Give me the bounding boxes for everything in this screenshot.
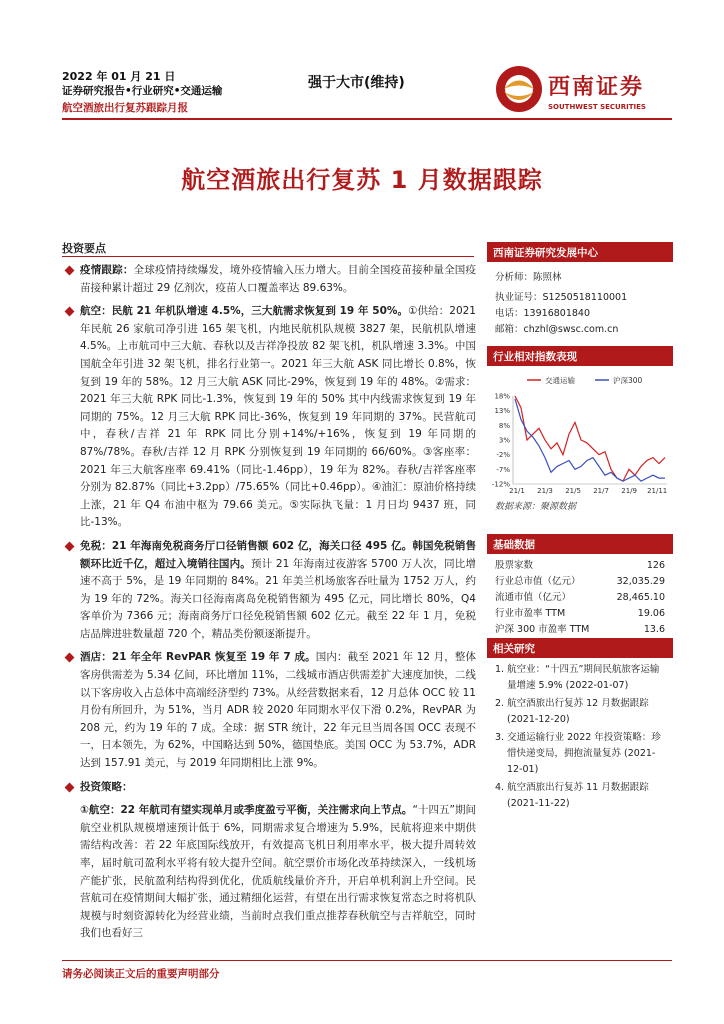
email[interactable]: 邮箱：chzhl@swsc.com.cn [495,324,619,335]
basic-row: 行业总市值（亿元） 32,035.29 [495,576,665,587]
main-content [62,262,476,943]
analyst: 分析师：陈照林 [495,272,562,283]
bullet-epidemic: 疫情跟踪：全球疫情持续爆发，境外疫情输入压力增大。目前全国疫苗接种量全国疫苗接种累计超过 29 亿剂次，疫苗人口覆盖率达 89.63%。 [62,262,476,297]
x-tick-label: 21/11 [647,487,668,495]
y-tick-label: 8% [498,421,510,430]
basic-row: 股票家数 126 [495,560,665,571]
logo-text: 西南证券 [548,75,645,100]
related-item[interactable]: 3. 交通运输行业 2022 年投资策略：珍惜快递变局，拥抱流量复苏 (2021-12-01) [495,732,661,775]
rating: 强于大市(维持) [308,75,405,91]
x-tick-label: 21/7 [593,487,609,495]
chart-title: 行业相对指数表现 [487,346,673,366]
logo-icon [494,64,544,114]
report-category: 证券研究报告•行业研究•交通运输 [62,85,223,97]
related-title: 相关研究 [487,638,673,658]
logo-text-en: SOUTHWEST SECURITIES [548,103,646,111]
sidebar [487,242,673,338]
x-tick-label: 21/1 [509,487,525,495]
bullet-dutyfree: 免税：21 年海南免税商务厅口径销售额 602 亿，海关口径 495 亿。韩国免税销售额环比近千亿，超过入境销往国内。预计 21 年海南过夜游客 5700 万人次，同比增速不高于 5%，是 19 年同期的 84%。21 年美兰机场旅客吞吐量为 1752 万人，约为 19 年的 72%。海关口径海南离岛免税销售额为 495 亿元，同比增长 80%，Q4 客单价为 7366 元；海南商务厅口径免税销售额 602 亿元。截至 22 年 1 月，免税店品牌进驻数量超 720 个，精品类份额逐渐提升。 [62,538,476,644]
basic-row: 流通市值（亿元） 28,465.10 [495,592,665,603]
section-divider [62,256,474,257]
bullet-strategy: 投资策略： [62,779,476,797]
x-tick-label: 21/3 [537,487,553,495]
x-tick-label: 21/5 [565,487,581,495]
bullet-hotel: 酒店：21 年全年 RevPAR 恢复至 19 年 7 成。国内：截至 2021 年 12 月，整体客房供需差为 5.34 亿间，环比增加 11%，二线城市酒店供需差扩大速度加快，二线以下客房收入占总体中高端经济型约 73%。从经营数据来看，12 月总体 OCC 较 11 月份有所回升，为 51%，当月 ADR 较 2020 年同期水平仅下滑 0.2%，RevPAR 为 208 元，约为 19 年的 7 成。全球：据 STR 统计，22 年元旦当周各国 OCC 表现不一，日本领先，为 62%，中国略达到 50%，德国垫底。美国 OCC 为 53.7%，ADR 达到 157.91 美元，与 2019 年同期相比上涨 9%。 [62,649,476,772]
page-title: 航空酒旅出行复苏 1 月数据跟踪 [181,166,543,194]
related-item[interactable]: 1. 航空业：“十四五”期间民航旅客运输量增速 5.9% (2022-01-07) [495,664,660,691]
y-tick-label: 13% [494,407,510,416]
basic-data-panel [487,534,673,638]
cert-number: 执业证号：S1250518110001 [495,292,628,303]
footer-disclaimer: 请务必阅读正文后的重要声明部分 [62,968,220,980]
basic-row: 行业市盈率 TTM 19.06 [495,608,665,619]
header-divider [62,118,672,120]
basic-data-title: 基础数据 [487,534,673,554]
x-tick-label: 21/9 [621,487,637,495]
series-line-沪深300 [515,399,665,481]
related-item[interactable]: 4. 航空酒旅出行复苏 11 月数据跟踪 (2021-11-22) [495,782,649,809]
team-title: 西南证券研究发展中心 [487,242,673,262]
related-item[interactable]: 2. 航空酒旅出行复苏 12 月数据跟踪 (2021-12-20) [495,698,649,725]
strategy-paragraph: ①航空：22 年航司有望实现单月或季度盈亏平衡，关注需求向上节点。“十四五”期间航空业机队规模增速预计低于 6%，同期需求复合增速为 5.9%，民航将迎来中期供需结构改善：若 22 年底国际线放开，有效提高飞机日利用率水平，极大提升周转效率，届时航司盈利水平将有较大提升空间。航空票价市场化改革持续深入，一线机场产能扩张，民航盈利结构得到优化，优质航线量价齐升，开启单机利润上升空间。民营航司在疫情期间大幅扩张，通过精细化运营，有望在出行需求恢复常态之时将机队规模与时刻资源转化为经营业绩，当前时点我们重点推荐春秋航空与吉祥航空，同时我们也看好三 [80,804,477,940]
bullet-aviation: 航空：民航 21 年机队增速 4.5%，三大航需求恢复到 19 年 50%。①供给：2021 年民航 26 家航司净引进 165 架飞机，内地民航机队规模 3827 架，民航机队增速 4.5%。上市航司中三大航、春秋以及吉祥净投放 82 架飞机，机队增速 3.3%。中国国航全年引进 32 架飞机，排名行业第一。2021 年三大航 ASK 同比增长 0.8%，恢复到 19 年的 58%。12 月三大航 ASK 同比-29%，恢复到 19 年的 48%。②需求：2021 年三大航 RPK 同比-1.3%，恢复到 19 年的 50% 其中内线需求恢复到 19 年同期的 75%。12 月三大航 RPK 同比-36%，恢复到 19 年同期的 37%。民营航司中，春秋/吉祥 21 年 RPK 同比分别+14%/+16%，恢复到 19 年同期的 87%/78%。春秋/吉祥 12 月 RPK 分别恢复到 19 年同期的 66/60%。③客座率：2021 年三大航客座率 69.41%（同比-1.46pp），19 年为 82%。春秋/吉祥客座率分别为 82.87%（同比+3.2pp）/75.65%（同比+0.46pp）。④油汇：原油价格持续上涨，21 年 Q4 布油中枢为 79.66 美元。⑤实际执飞量：1 月日均 9437 班，同比-13%。 [62,303,476,532]
index-chart [487,366,673,496]
report-series: 航空酒旅出行复苏跟踪月报 [62,102,188,114]
index-chart-panel [487,346,673,512]
related-research-panel [487,638,673,814]
y-tick-label: 18% [494,392,510,401]
legend-label: 交通运输 [545,376,575,385]
footer-divider [62,960,672,961]
y-tick-label: -7% [496,465,510,474]
report-date: 2022 年 01 月 21 日 [62,70,176,83]
basic-row: 沪深 300 市盈率 TTM 13.6 [495,624,665,635]
y-tick-label: -2% [496,451,510,460]
series-line-交通运输 [515,396,665,481]
y-tick-label: 3% [498,436,510,445]
section-heading: 投资要点 [62,242,106,255]
legend-label: 沪深300 [613,376,643,385]
chart-source: 数据来源：聚源数据 [495,502,577,512]
y-tick-label: -12% [491,480,510,489]
phone: 电话：13916801840 [495,308,591,319]
